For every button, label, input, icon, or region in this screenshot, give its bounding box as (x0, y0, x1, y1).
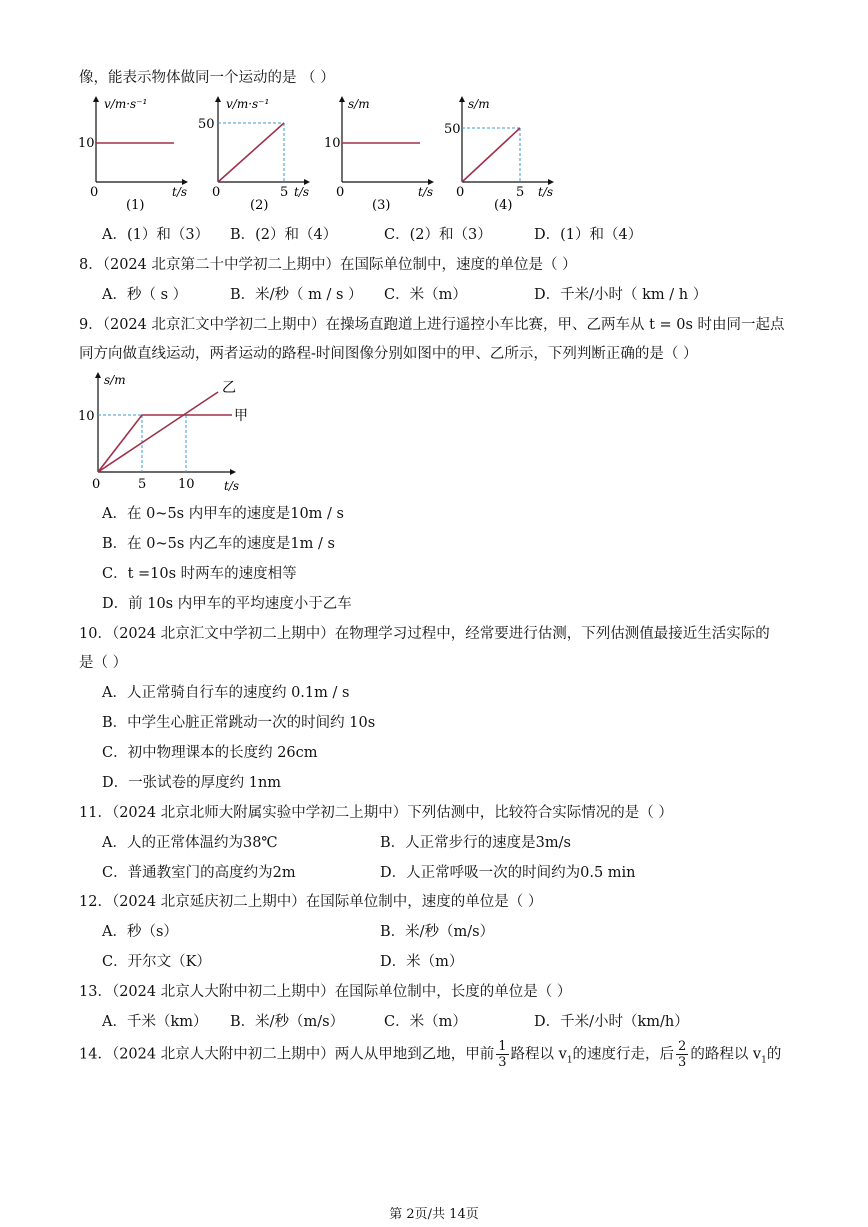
q7-graph-4-origin: 0 (456, 185, 465, 200)
q7-graph-4-ytick: 50 (444, 122, 461, 137)
q8-option-d[interactable]: D．千米/小时（ km / h ） (534, 287, 708, 303)
q9-option-b[interactable]: B．在 0~5s 内乙车的速度是1m / s (102, 536, 335, 552)
q7-graph-1 (74, 92, 194, 212)
q7-graph-3-xlabel: t/s (418, 185, 434, 199)
q10-option-b[interactable]: B．中学生心脏正常跳动一次的时间约 10s (102, 715, 376, 731)
q7-stem: 像，能表示物体做同一个运动的是 （ ） (79, 70, 335, 86)
q7-graph-2-xlabel: t/s (294, 185, 310, 199)
page-footer: 第 2页/共 14页 (389, 1207, 479, 1222)
q7-graph-3-caption: (3) (372, 198, 391, 212)
q9-option-c[interactable]: C．t =10s 时两车的速度相等 (102, 566, 297, 582)
q7-graph-1-xlabel: t/s (172, 185, 188, 199)
q9-stem-line1: 9．（2024 北京汇文中学初二上期中）在操场直跑道上进行遥控小车比赛，甲、乙两车从 t = 0s 时由同一起点 (79, 317, 785, 333)
q7-graph-2 (196, 92, 316, 212)
q9-label-jia: 甲 (234, 408, 248, 424)
q7-graph-4-xlabel: t/s (538, 185, 554, 199)
q13-option-a[interactable]: A．千米（km） (102, 1014, 208, 1030)
q11-option-a[interactable]: A．人的正常体温约为38℃ (102, 835, 278, 851)
q7-option-a[interactable]: A．(1）和（3） (102, 227, 210, 243)
q10-option-d[interactable]: D．一张试卷的厚度约 1nm (102, 775, 282, 791)
q7-graph-1-caption: (1) (126, 198, 145, 212)
q9-stem-line2: 同方向做直线运动，两者运动的路程-时间图像分别如图中的甲、乙所示，下列判断正确的是（ ） (79, 346, 698, 362)
q7-graph-4-caption: (4) (494, 198, 513, 212)
q7-graph-2-caption: (2) (250, 198, 269, 212)
q7-graph-1-ytick: 10 (78, 136, 95, 151)
q13-option-b[interactable]: B．米/秒（m/s） (230, 1014, 345, 1030)
q7-graph-4-ylabel: s/m (468, 97, 490, 111)
q14-fraction-1: $\frac{1}{3}$ (498, 1039, 507, 1070)
q9-graph-xtick-5: 5 (138, 477, 147, 492)
q14-part5: 的 (766, 1046, 782, 1063)
q10-stem-line2: 是（ ） (79, 655, 128, 671)
q12-option-b[interactable]: B．米/秒（m/s） (380, 924, 495, 940)
q9-option-d[interactable]: D．前 10s 内甲车的平均速度小于乙车 (102, 596, 352, 612)
q10-option-a[interactable]: A．人正常骑自行车的速度约 0.1m / s (102, 685, 350, 701)
q14-part2: 路程以 v (510, 1046, 567, 1063)
q13-option-d[interactable]: D．千米/小时（km/h） (534, 1014, 689, 1030)
q7-graph-4 (440, 92, 560, 212)
q7-graph-2-xtick: 5 (280, 185, 289, 200)
q12-option-a[interactable]: A．秒（s） (102, 924, 178, 940)
q14-part1: 14．（2024 北京人大附中初二上期中）两人从甲地到乙地，甲前 (79, 1046, 495, 1063)
q11-option-c[interactable]: C．普通教室门的高度约为2m (102, 865, 296, 881)
q7-graph-4-line (462, 128, 520, 182)
q7-graph-4-xtick: 5 (516, 185, 525, 200)
q8-option-a[interactable]: A．秒（ s ） (102, 287, 188, 303)
q7-graph-3-origin: 0 (336, 185, 345, 200)
q7-graph-3-ylabel: s/m (348, 97, 370, 111)
q8-option-c[interactable]: C．米（m） (384, 287, 467, 303)
q8-stem: 8．（2024 北京第二十中学初二上期中）在国际单位制中，速度的单位是（ ） (79, 257, 577, 273)
q13-stem: 13．（2024 北京人大附中初二上期中）在国际单位制中，长度的单位是（ ） (79, 984, 572, 1000)
q7-graph-2-line (218, 123, 284, 182)
q12-option-c[interactable]: C．开尔文（K） (102, 954, 211, 970)
q7-graph-3 (320, 92, 440, 212)
q12-option-d[interactable]: D．米（m） (380, 954, 464, 970)
q9-graph-ytick: 10 (78, 409, 95, 424)
q11-stem: 11．（2024 北京北师大附属实验中学初二上期中）下列估测中，比较符合实际情况的是（ ） (79, 805, 673, 821)
q7-graph-3-ytick: 10 (324, 136, 341, 151)
q9-graph-origin: 0 (92, 477, 101, 492)
q9-line-jia (98, 415, 232, 472)
q9-label-yi: 乙 (222, 380, 236, 396)
q9-graph-xlabel: t/s (224, 479, 240, 493)
q11-option-b[interactable]: B．人正常步行的速度是3m/s (380, 835, 571, 851)
q14-stem: 14．（2024 北京人大附中初二上期中）两人从甲地到乙地，甲前 $\frac{1}{3}$ 路程以 $v_1$的速度行走，后 $\frac{2}{3}$ 的路程以 $v_1$的 (79, 1039, 782, 1070)
q9-option-a[interactable]: A．在 0~5s 内甲车的速度是10m / s (102, 506, 344, 522)
q7-graph-1-origin: 0 (90, 185, 99, 200)
q7-graph-2-origin: 0 (212, 185, 221, 200)
q7-graph-2-ytick: 50 (198, 117, 215, 132)
q11-option-d[interactable]: D．人正常呼吸一次的时间约为0.5 min (380, 865, 636, 881)
q13-option-c[interactable]: C．米（m） (384, 1014, 467, 1030)
q7-option-b[interactable]: B．(2）和（4） (230, 227, 338, 243)
q14-fraction-2: $\frac{2}{3}$ (678, 1039, 687, 1070)
q7-graph-1-ylabel: v/m·s⁻¹ (104, 97, 148, 111)
q14-part3: 的速度行走，后 (572, 1046, 675, 1063)
q8-option-b[interactable]: B．米/秒（ m / s ） (230, 287, 363, 303)
q10-stem-line1: 10．（2024 北京汇文中学初二上期中）在物理学习过程中，经常要进行估测，下列估测值最接近生活实际的 (79, 626, 770, 642)
q9-line-yi (98, 392, 218, 472)
q9-graph (74, 368, 254, 494)
q9-graph-ylabel: s/m (104, 373, 126, 387)
q7-option-c[interactable]: C．(2）和（3） (384, 227, 492, 243)
q14-part4: 的路程以 v (690, 1046, 762, 1063)
q12-stem: 12．（2024 北京延庆初二上期中）在国际单位制中，速度的单位是（ ） (79, 894, 543, 910)
q9-graph-xtick-10: 10 (178, 477, 195, 492)
q10-option-c[interactable]: C．初中物理课本的长度约 26cm (102, 745, 318, 761)
q7-option-d[interactable]: D．(1）和（4） (534, 227, 643, 243)
q7-graph-2-ylabel: v/m·s⁻¹ (226, 97, 270, 111)
